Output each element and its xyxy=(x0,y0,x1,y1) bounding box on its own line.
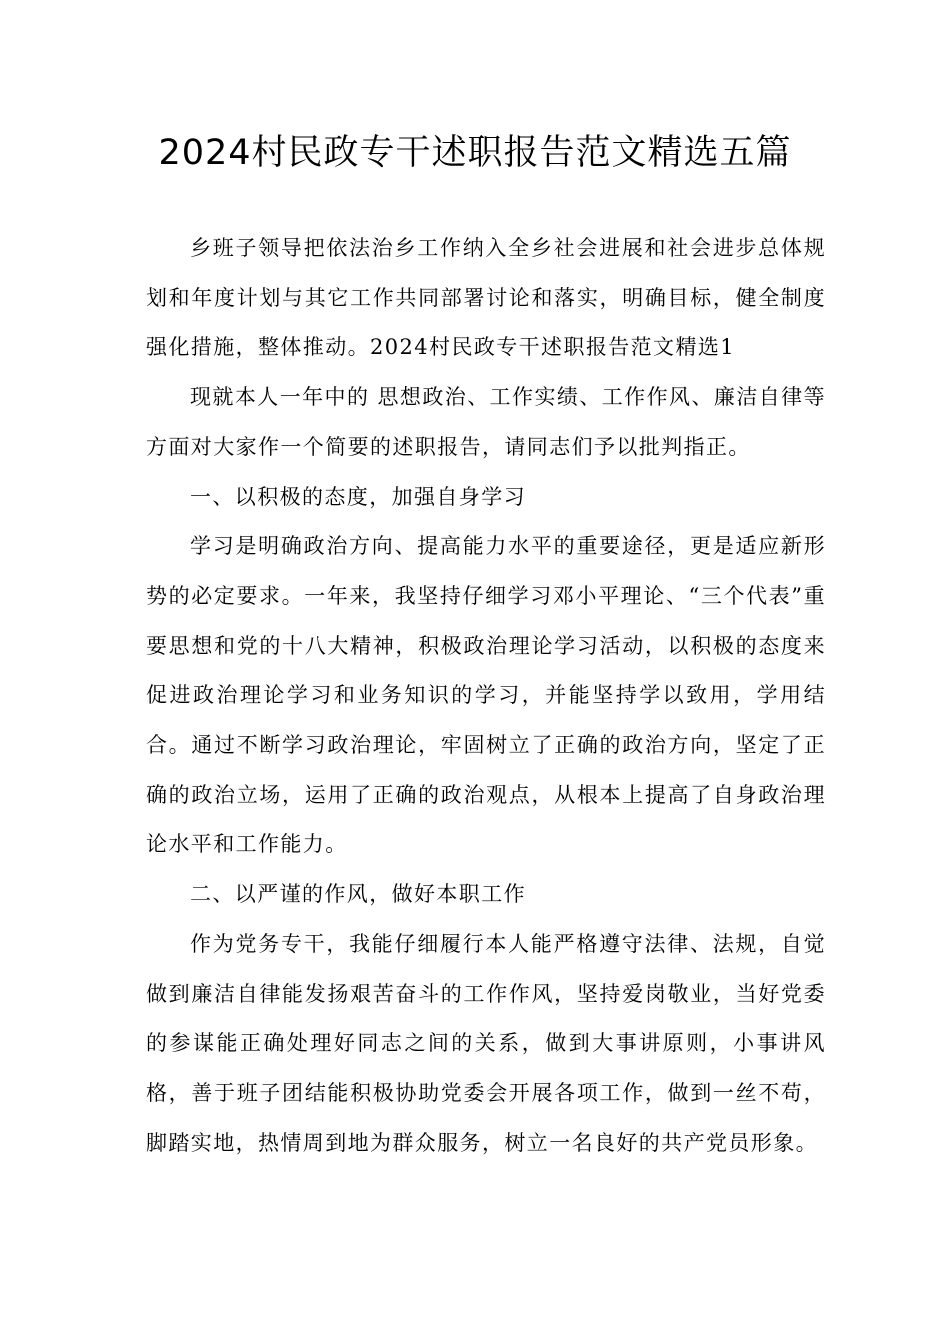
document-body xyxy=(146,224,826,1168)
section-heading-2: 二、以严谨的作风，做好本职工作 xyxy=(190,882,526,907)
section-heading-1: 一、以积极的态度，加强自身学习 xyxy=(190,484,526,509)
paragraph-study: 学习是明确政治方向、提高能力水平的重要途径，更是适应新形势的必定要求。一年来，我坚持仔细学习邓小平理论、“三个代表”重要思想和党的十八大精神，积极政治理论学习活动，以积极的态度来促进政治理论学习和业务知识的学习，并能坚持学以致用，学用结合。通过不断学习政治理论，牢固树立了正确的政治方向，坚定了正确的政治立场，运用了正确的政治观点，从根本上提高了自身政治理论水平和工作能力。 xyxy=(146,534,826,857)
document-title: 2024村民政专干述职报告范文精选五篇 xyxy=(158,133,792,173)
paragraph-intro: 乡班子领导把依法治乡工作纳入全乡社会进展和社会进步总体规划和年度计划与其它工作共同部署讨论和落实，明确目标，健全制度强化措施，整体推动。2024村民政专干述职报告范文精选1 xyxy=(146,236,826,360)
paragraph-report-opening: 现就本人一年中的 思想政治、工作实绩、工作作风、廉洁自律等方面对大家作一个简要的述职报告，请同志们予以批判指正。 xyxy=(146,385,826,459)
paragraph-work: 作为党务专干，我能仔细履行本人能严格遵守法律、法规，自觉做到廉洁自律能发扬艰苦奋斗的工作作风，坚持爱岗敬业，当好党委的参谋能正确处理好同志之间的关系，做到大事讲原则，小事讲风格，善于班子团结能积极协助党委会开展各项工作，做到一丝不苟，脚踏实地，热情周到地为群众服务，树立一名良好的共产党员形象。 xyxy=(146,931,826,1155)
